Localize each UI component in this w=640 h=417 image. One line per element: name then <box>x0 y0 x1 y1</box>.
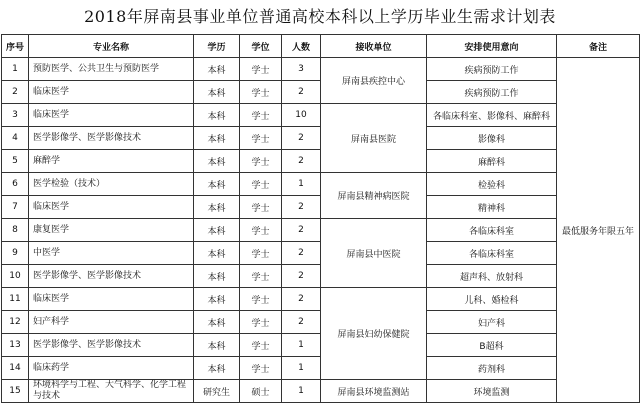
cell-degree: 学士 <box>240 334 282 357</box>
cell-use: 各临床科室、影像科、麻醉科 <box>427 104 557 127</box>
cell-use: 药剂科 <box>427 357 557 380</box>
cell-no: 6 <box>2 173 29 196</box>
cell-no: 10 <box>2 265 29 288</box>
cell-count: 1 <box>282 380 321 403</box>
cell-edu: 本科 <box>194 127 240 150</box>
cell-unit: 屏南县精神病医院 <box>321 173 427 219</box>
cell-edu: 本科 <box>194 357 240 380</box>
cell-no: 7 <box>2 196 29 219</box>
cell-count: 2 <box>282 196 321 219</box>
cell-use: 儿科、婚检科 <box>427 288 557 311</box>
cell-no: 15 <box>2 380 29 403</box>
cell-no: 13 <box>2 334 29 357</box>
cell-edu: 本科 <box>194 81 240 104</box>
cell-major: 康复医学 <box>29 219 194 242</box>
cell-degree: 学士 <box>240 173 282 196</box>
cell-edu: 研究生 <box>194 380 240 403</box>
cell-edu: 本科 <box>194 58 240 81</box>
cell-unit: 屏南县医院 <box>321 104 427 173</box>
cell-use: 麻醉科 <box>427 150 557 173</box>
cell-use: 妇产科 <box>427 311 557 334</box>
cell-unit: 屏南县疾控中心 <box>321 58 427 104</box>
table-row <box>2 104 640 127</box>
cell-no: 2 <box>2 81 29 104</box>
cell-major: 临床医学 <box>29 104 194 127</box>
cell-major: 临床医学 <box>29 196 194 219</box>
cell-no: 5 <box>2 150 29 173</box>
cell-count: 2 <box>282 288 321 311</box>
header-edu: 学历 <box>194 35 240 58</box>
cell-edu: 本科 <box>194 150 240 173</box>
cell-count: 1 <box>282 334 321 357</box>
cell-count: 3 <box>282 58 321 81</box>
cell-degree: 学士 <box>240 357 282 380</box>
table-row <box>2 380 640 403</box>
cell-degree: 学士 <box>240 219 282 242</box>
cell-major: 临床医学 <box>29 288 194 311</box>
cell-major: 预防医学、公共卫生与预防医学 <box>29 58 194 81</box>
cell-major: 医学影像学、医学影像技术 <box>29 265 194 288</box>
cell-edu: 本科 <box>194 219 240 242</box>
cell-count: 2 <box>282 150 321 173</box>
cell-edu: 本科 <box>194 265 240 288</box>
cell-major: 环境科学与工程、大气科学、化学工程与技术 <box>29 380 194 403</box>
cell-edu: 本科 <box>194 104 240 127</box>
cell-count: 2 <box>282 242 321 265</box>
header-no: 序号 <box>2 35 29 58</box>
cell-degree: 学士 <box>240 311 282 334</box>
cell-remark: 最低服务年限五年 <box>557 58 640 403</box>
cell-use: 各临床科室 <box>427 219 557 242</box>
cell-unit: 屏南县中医院 <box>321 219 427 288</box>
cell-degree: 学士 <box>240 81 282 104</box>
cell-major: 麻醉学 <box>29 150 194 173</box>
cell-no: 14 <box>2 357 29 380</box>
cell-major: 医学影像学、医学影像技术 <box>29 334 194 357</box>
cell-degree: 学士 <box>240 104 282 127</box>
cell-major: 中医学 <box>29 242 194 265</box>
cell-use: 疾病预防工作 <box>427 81 557 104</box>
cell-major: 医学检验（技术） <box>29 173 194 196</box>
header-remark: 备注 <box>557 35 640 58</box>
cell-use: 各临床科室 <box>427 242 557 265</box>
page-title: 2018年屏南县事业单位普通高校本科以上学历毕业生需求计划表 <box>84 7 556 26</box>
cell-edu: 本科 <box>194 242 240 265</box>
cell-degree: 学士 <box>240 288 282 311</box>
cell-edu: 本科 <box>194 311 240 334</box>
cell-use: 疾病预防工作 <box>427 58 557 81</box>
table-row <box>2 288 640 311</box>
cell-use: 超声科、放射科 <box>427 265 557 288</box>
table-row <box>2 58 640 81</box>
cell-use: 精神科 <box>427 196 557 219</box>
cell-unit: 屏南县环境监测站 <box>321 380 427 403</box>
table-row <box>2 173 640 196</box>
header-unit: 接收单位 <box>321 35 427 58</box>
requirement-table <box>1 34 640 403</box>
cell-degree: 学士 <box>240 196 282 219</box>
cell-count: 2 <box>282 311 321 334</box>
cell-degree: 学士 <box>240 127 282 150</box>
cell-no: 4 <box>2 127 29 150</box>
cell-use: 检验科 <box>427 173 557 196</box>
cell-no: 1 <box>2 58 29 81</box>
cell-no: 11 <box>2 288 29 311</box>
cell-use: 环境监测 <box>427 380 557 403</box>
cell-edu: 本科 <box>194 173 240 196</box>
cell-edu: 本科 <box>194 288 240 311</box>
cell-count: 2 <box>282 81 321 104</box>
cell-degree: 学士 <box>240 242 282 265</box>
cell-degree: 学士 <box>240 58 282 81</box>
cell-degree: 学士 <box>240 265 282 288</box>
cell-count: 2 <box>282 127 321 150</box>
cell-no: 8 <box>2 219 29 242</box>
cell-count: 1 <box>282 357 321 380</box>
header-degree: 学位 <box>240 35 282 58</box>
cell-major: 妇产科学 <box>29 311 194 334</box>
cell-count: 1 <box>282 173 321 196</box>
cell-no: 9 <box>2 242 29 265</box>
cell-edu: 本科 <box>194 196 240 219</box>
header-major: 专业名称 <box>29 35 194 58</box>
cell-use: 影像科 <box>427 127 557 150</box>
cell-no: 3 <box>2 104 29 127</box>
cell-degree: 学士 <box>240 150 282 173</box>
cell-count: 2 <box>282 265 321 288</box>
header-count: 人数 <box>282 35 321 58</box>
header-row <box>2 35 640 58</box>
cell-major: 临床医学 <box>29 81 194 104</box>
cell-count: 2 <box>282 219 321 242</box>
cell-degree: 硕士 <box>240 380 282 403</box>
cell-edu: 本科 <box>194 334 240 357</box>
cell-major: 临床药学 <box>29 357 194 380</box>
header-use: 安排使用意向 <box>427 35 557 58</box>
table-row <box>2 219 640 242</box>
cell-use: B超科 <box>427 334 557 357</box>
cell-no: 12 <box>2 311 29 334</box>
cell-unit: 屏南县妇幼保健院 <box>321 288 427 380</box>
cell-major: 医学影像学、医学影像技术 <box>29 127 194 150</box>
cell-count: 10 <box>282 104 321 127</box>
